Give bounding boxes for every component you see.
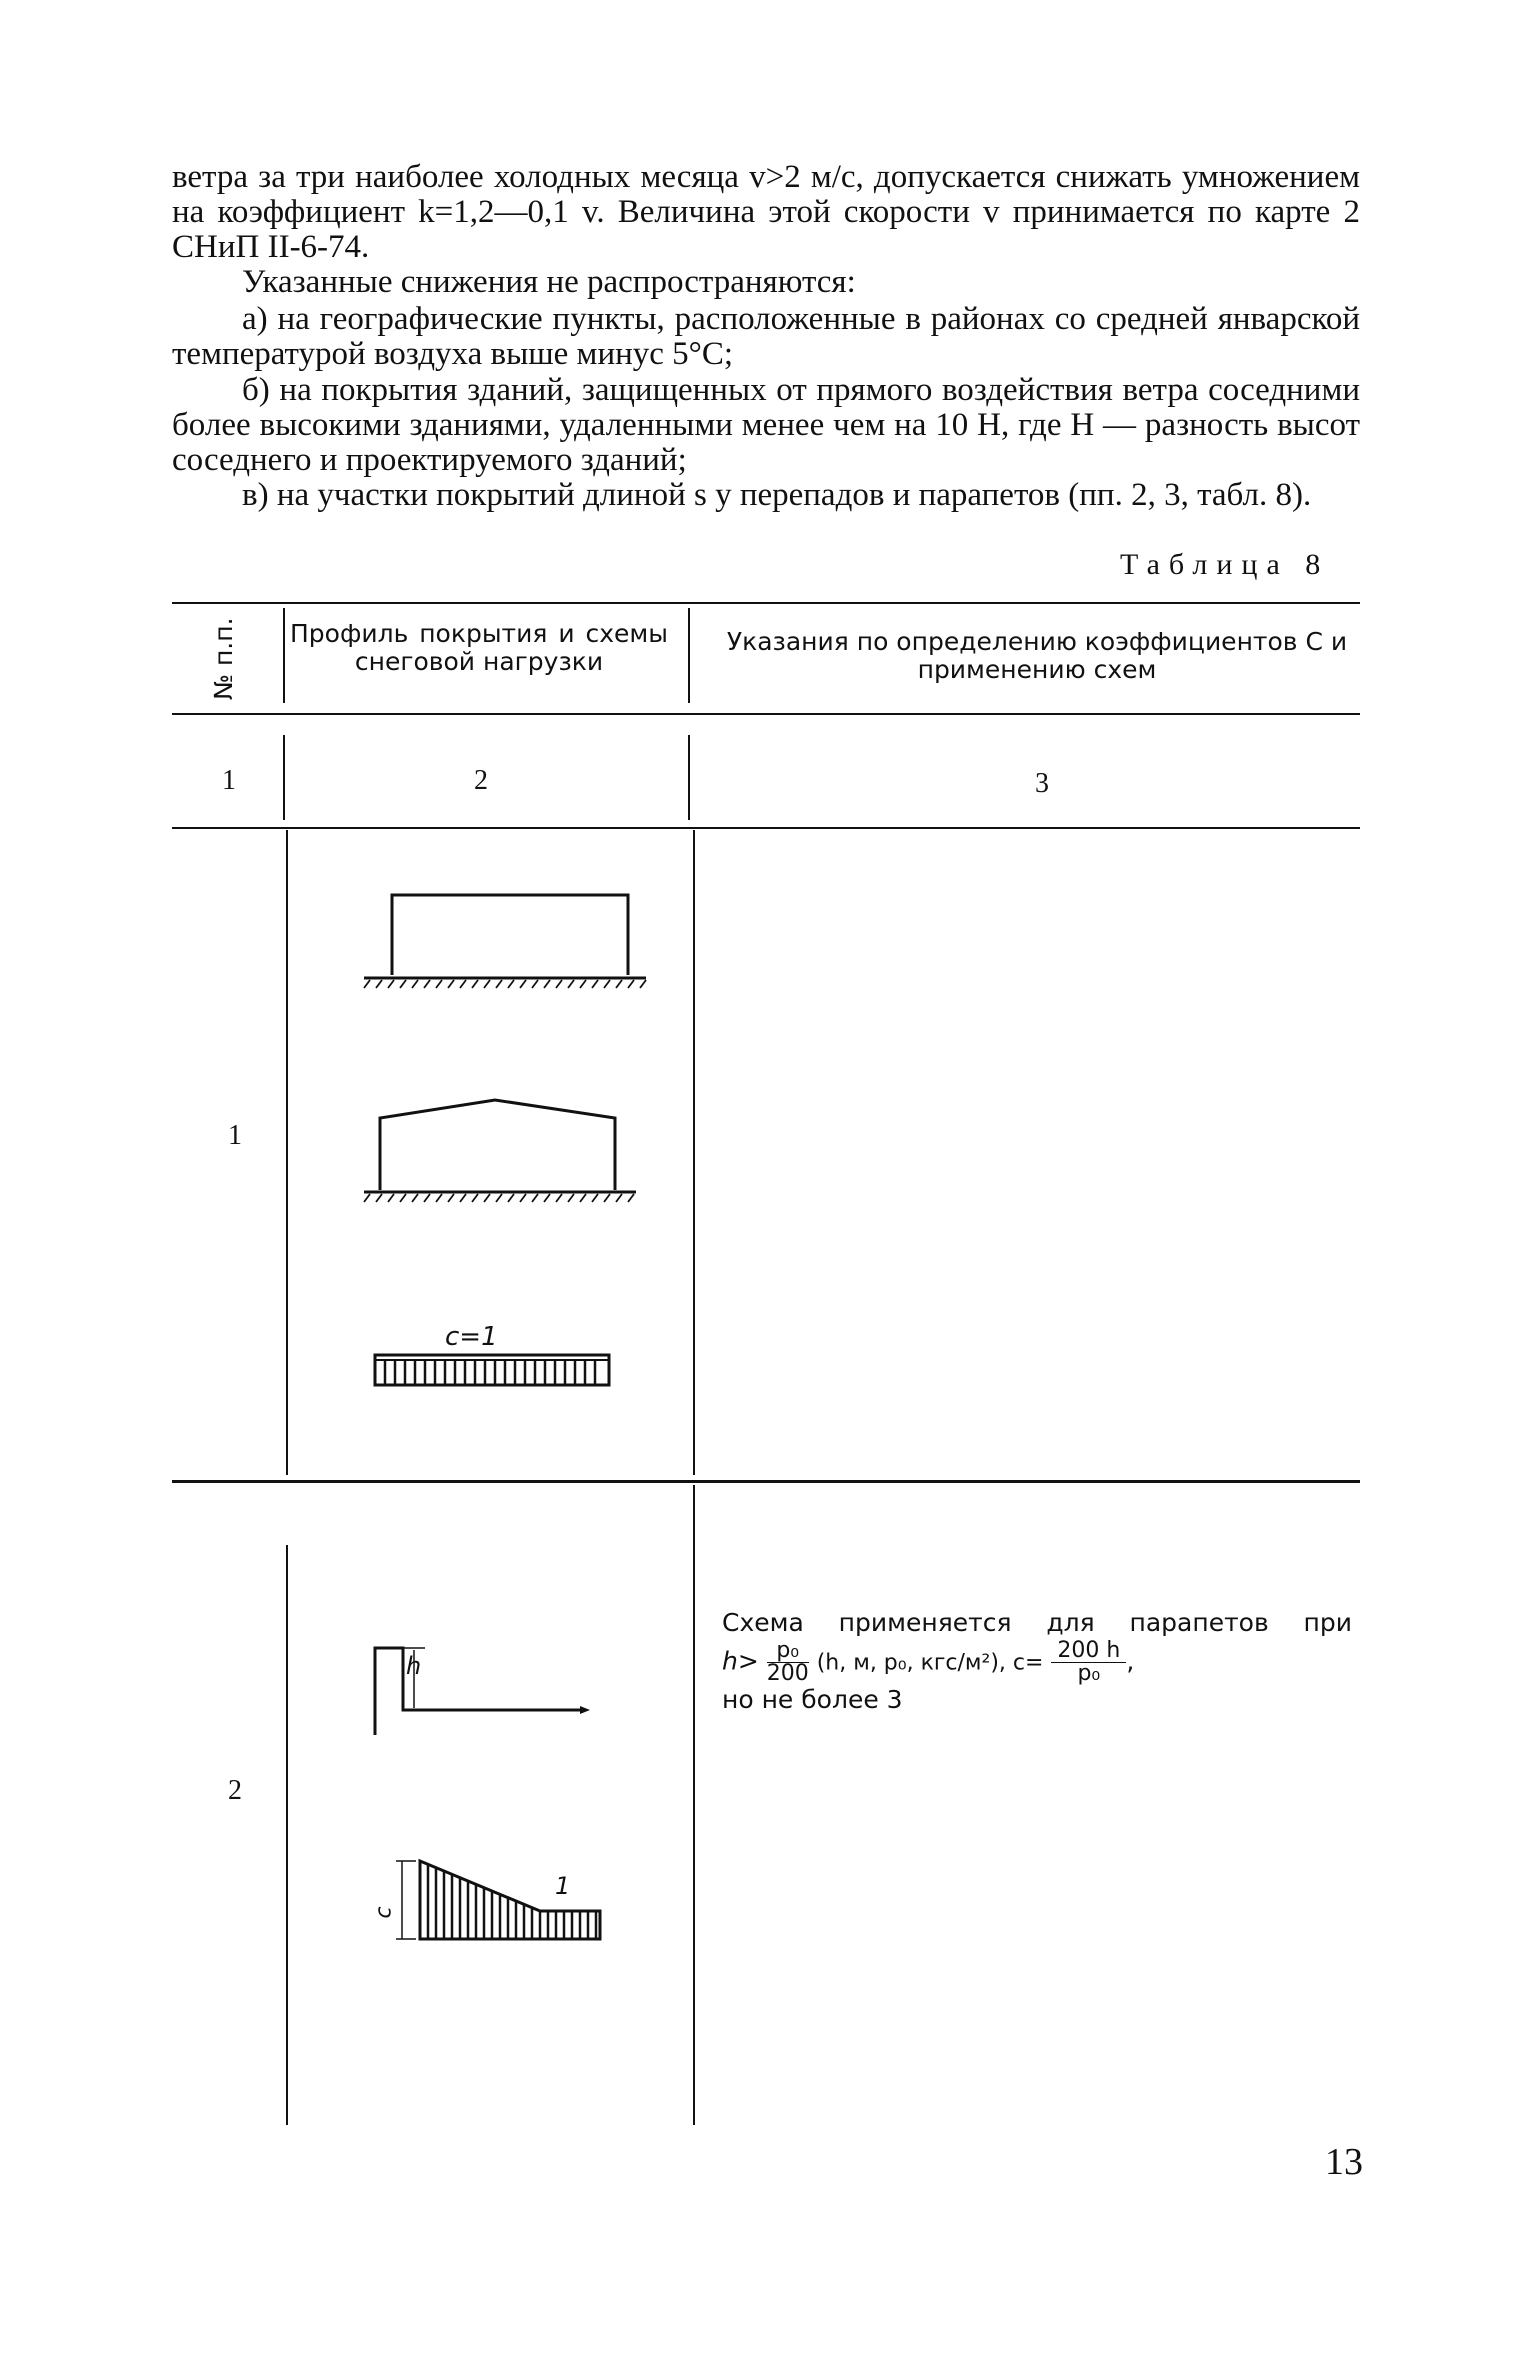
column-number-2: 2	[474, 765, 488, 796]
parapet-load-c-label: c	[371, 1906, 397, 1919]
snow-load-coefficient-label: c=1	[445, 1322, 498, 1352]
note-fraction-200h-over-p0: $\frac{200 h}{\text{p₀}}$	[1051, 1640, 1126, 1685]
parapet-scheme-note	[722, 1608, 1352, 1715]
row-number-1: 1	[228, 1120, 242, 1151]
table-numbers-rule	[172, 827, 1360, 829]
header-col2-profile: Профиль покрытия и схемы снеговой нагрузки	[290, 619, 668, 676]
note-line-3: но не более 3	[722, 1685, 903, 1714]
note-comma: ,	[1126, 1646, 1135, 1676]
header-col3-instructions: Указания по определению коэффициентов C и применению схем	[726, 627, 1348, 684]
table-col-divider-2-numbers	[688, 735, 690, 820]
table-row-divider	[172, 1480, 1360, 1483]
column-number-3: 3	[1035, 768, 1049, 799]
note-line-1: Схема применяется для парапетов при	[722, 1608, 1352, 1637]
pitched-roof-building-diagram	[360, 1090, 650, 1205]
table-col-divider-1-header	[283, 608, 285, 703]
table-col-divider-1-row1	[286, 830, 288, 1475]
flat-roof-building-diagram	[360, 880, 650, 990]
table-col-divider-2-header	[688, 608, 690, 703]
header-col1-number: № п.п.	[209, 617, 238, 700]
parapet-snow-load-diagram	[388, 1855, 608, 1945]
note-fraction-p0-over-200: $\frac{\text{p₀}}{200}$	[766, 1638, 809, 1686]
note-formula-line	[722, 1640, 1352, 1685]
paragraph-exception-c: в) на участки покрытий длиной s у перепадов и парапетов (пп. 2, 3, табл. 8).	[242, 477, 1312, 513]
table-col-divider-1-numbers	[283, 735, 285, 820]
table-top-rule	[172, 602, 1360, 604]
table-col-divider-1-row2	[286, 1545, 288, 2125]
paragraph-exception-a: а) на географические пункты, расположенные в районах со средней январской температурой воздуха выше минус 5°С;	[172, 301, 1360, 372]
paragraph-continuation: ветра за три наиболее холодных месяца v>2 м/с, допускается снижать умножением на коэффициент k=1,2—0,1 v. Величина этой скорости v принимается по карте 2 СНиП II-6-74.	[172, 159, 1360, 265]
row-number-2: 2	[228, 1775, 242, 1806]
paragraph-exception-b: б) на покрытия зданий, защищенных от прямого воздействия ветра соседними более высокими зданиями, удаленными менее чем на 10 H, где H — разность высот соседнего и проектируемого зданий;	[172, 372, 1360, 478]
parapet-profile-diagram	[365, 1640, 595, 1740]
parapet-height-label: h	[406, 1652, 422, 1680]
page-number: 13	[1325, 2141, 1363, 2183]
table-col-divider-2-row1	[693, 830, 695, 1475]
paragraph-exceptions-intro: Указанные снижения не распространяются:	[242, 264, 856, 300]
table-header-rule	[172, 713, 1360, 715]
parapet-load-one-label: 1	[555, 1872, 571, 1900]
table-col-divider-2-row2	[693, 1485, 695, 2125]
uniform-snow-load-diagram	[372, 1352, 612, 1392]
table-title: Таблица 8	[1120, 548, 1330, 581]
column-number-1: 1	[222, 765, 236, 796]
note-h-condition: h>	[722, 1646, 759, 1676]
note-units: (h, м, p₀, кгс/м²), c=	[816, 1650, 1044, 1676]
